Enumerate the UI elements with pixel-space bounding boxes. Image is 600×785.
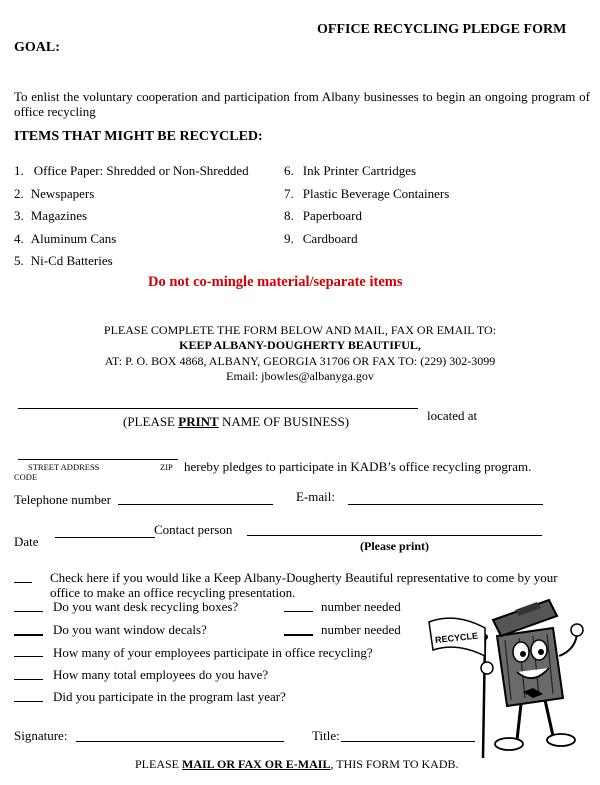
contact-person-label: Contact person [154,522,233,537]
telephone-label: Telephone number [14,492,111,507]
goal-text: To enlist the voluntary cooperation and participation from Albany businesses to begin an ongoing program of office recycling [14,89,590,119]
rep-request-text: Check here if you would like a Keep Albany-Dougherty Beautiful representative to come by your office to make an office recycling presentation. [50,570,558,600]
date-label: Date [14,534,39,549]
list-item: 7. Plastic Beverage Containers [284,186,450,201]
employees-participate-line[interactable] [14,656,43,657]
items-heading: ITEMS THAT MIGHT BE RECYCLED: [14,129,263,144]
business-name-line[interactable] [18,408,418,409]
rep-checkbox-line[interactable] [14,582,32,583]
date-field[interactable] [55,537,155,538]
list-item: 6. Ink Printer Cartridges [284,163,417,178]
list-item: 2. Newspapers [14,186,95,201]
title-label: Title: [312,728,340,743]
list-item: 5. Ni-Cd Batteries [14,253,113,268]
list-item: 3. Magazines [14,208,88,223]
zip-label: ZIP [160,462,173,472]
form-title: OFFICE RECYCLING PLEDGE FORM [317,22,567,37]
signature-label: Signature: [14,728,68,743]
recycle-bin-mascot-icon [425,590,595,762]
list-item: 9. Cardboard [284,231,358,246]
desk-boxes-number-line[interactable] [284,611,313,612]
number-needed-label: number needed [321,599,401,614]
total-employees-line[interactable] [14,679,43,680]
number-needed-label: number needed [321,622,401,637]
desk-boxes-question: Do you want desk recycling boxes? [53,599,239,614]
instructions-email: Email: jbowles@albanyga.gov [226,369,374,383]
pledge-text: hereby pledges to participate in KADB’s office recycling program. [184,459,532,474]
street-address-line[interactable] [18,459,178,460]
list-item: 4. Aluminum Cans [14,231,117,246]
signature-field[interactable] [76,741,284,742]
participated-last-year-question: Did you participate in the program last year? [53,689,286,704]
total-employees-question: How many total employees do you have? [53,667,269,682]
desk-boxes-answer-line[interactable] [14,611,43,612]
telephone-field[interactable] [118,504,273,505]
warning-text: Do not co-mingle material/separate items [148,274,403,290]
list-item: 1. Office Paper: Shredded or Non-Shredded [14,163,249,178]
footer-instruction: PLEASE MAIL OR FAX OR E-MAIL, THIS FORM TO KADB. [135,757,459,771]
employees-participate-question: How many of your employees participate in office recycling? [53,645,373,660]
email-field[interactable] [348,504,543,505]
instructions-org: KEEP ALBANY-DOUGHERTY BEAUTIFUL, [179,338,421,352]
window-decals-question: Do you want window decals? [53,622,207,637]
street-address-label: STREET ADDRESS [28,462,100,472]
window-decals-number-line[interactable] [284,634,313,636]
list-item: 8. Paperboard [284,208,362,223]
code-label: CODE [14,472,38,482]
located-at-label: located at [427,408,478,423]
window-decals-answer-line[interactable] [14,634,43,636]
goal-heading: GOAL: [14,40,60,55]
email-label: E-mail: [296,489,335,504]
please-print-note: (Please print) [360,539,429,553]
instructions-line1: PLEASE COMPLETE THE FORM BELOW AND MAIL, FAX OR EMAIL TO: [103,323,497,337]
instructions-address: AT: P. O. BOX 4868, ALBANY, GEORGIA 31706 OR FAX TO: (229) 302-3099 [104,354,496,368]
participated-last-year-line[interactable] [14,701,43,702]
contact-person-field[interactable] [247,535,542,536]
recycle-flag-text: RECYCLE [434,630,479,646]
business-name-label: (PLEASE PRINT NAME OF BUSINESS) [123,414,350,429]
